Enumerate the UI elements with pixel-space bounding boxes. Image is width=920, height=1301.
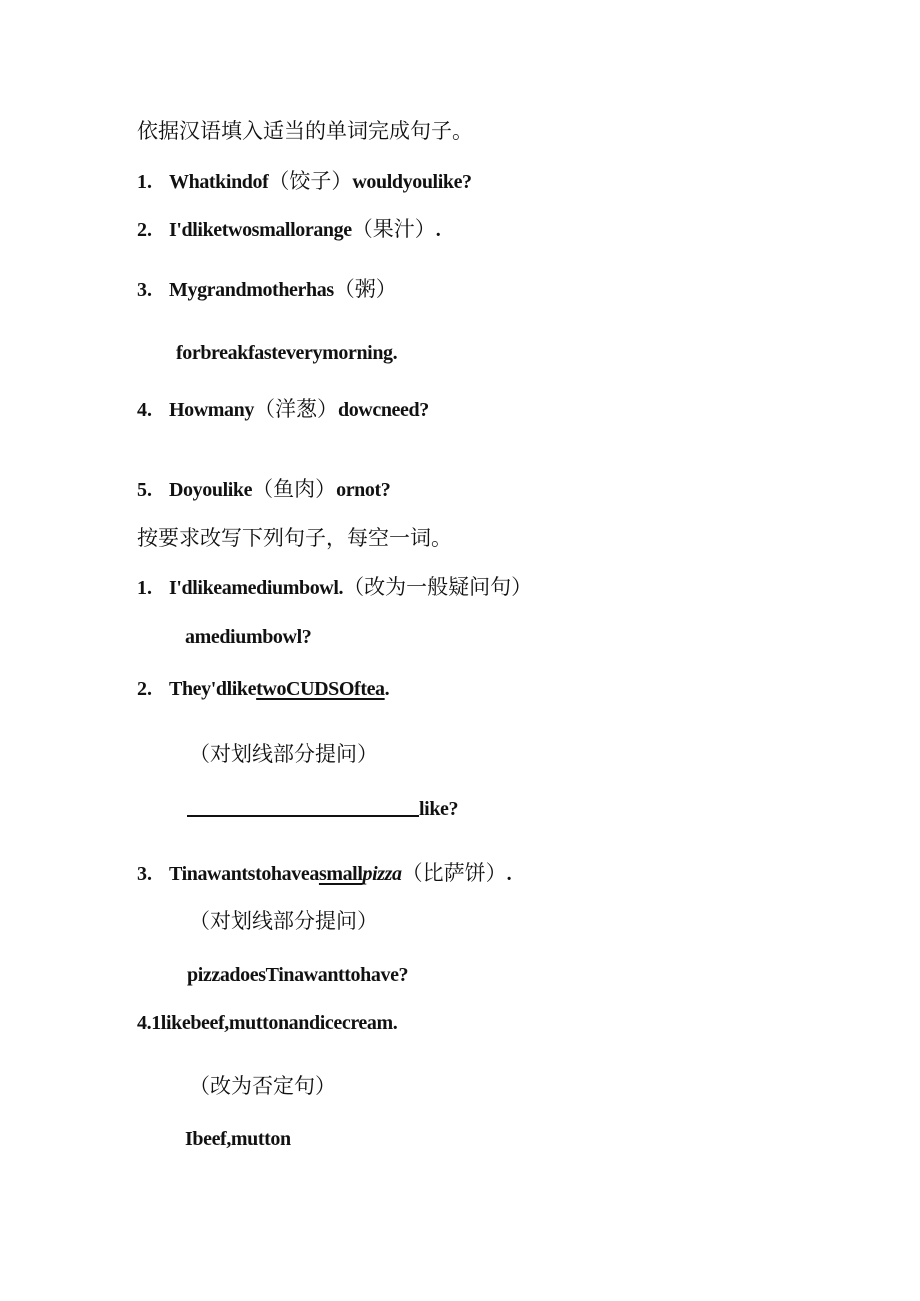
chinese-hint: （果汁） — [351, 217, 436, 241]
s1-item-5 — [137, 479, 390, 500]
underlined-part: small — [318, 863, 363, 885]
s2-item-3-answer-line: pizzadoesTinawanttohave? — [187, 964, 409, 986]
item-text: Howmany — [169, 399, 254, 421]
s2-item-2-answer-line — [187, 797, 458, 819]
italic-word: pizza — [362, 863, 402, 885]
item-text: They'dlike — [169, 678, 257, 700]
chinese-hint: （饺子） — [268, 169, 353, 193]
item-number: 5. — [137, 479, 152, 501]
s1-item-2 — [137, 219, 440, 240]
s1-item-4 — [137, 399, 429, 420]
s2-item-2 — [137, 679, 389, 699]
chinese-hint: （粥） — [333, 277, 397, 301]
chinese-hint: （鱼肉） — [252, 477, 337, 501]
s2-item-4-answer-line: Ibeef,mutton — [185, 1128, 291, 1150]
s2-item-4 — [137, 1013, 397, 1033]
item-text: . — [435, 219, 441, 241]
item-text: . — [384, 678, 390, 700]
item-text: I'dlikeamediumbowl. — [169, 577, 344, 599]
item-text: ornot? — [336, 479, 391, 501]
item-number: 2. — [137, 678, 152, 700]
item-number: 1. — [137, 171, 152, 193]
item-text: . — [506, 863, 512, 885]
item-text: Whatkindof — [169, 171, 269, 193]
s2-item-2-instruction: （对划线部分提问） — [189, 742, 378, 766]
s2-item-3-instruction: （对划线部分提问） — [189, 909, 378, 933]
item-text: wouldyoulike? — [352, 171, 472, 193]
answer-blank[interactable] — [187, 797, 419, 817]
s2-item-4-instruction: （改为否定句） — [189, 1074, 336, 1098]
item-text: dowcneed? — [337, 399, 429, 421]
item-number: 4. — [137, 399, 152, 421]
answer-text: like? — [419, 798, 459, 820]
section2-title: 按要求改写下列句子，每空一词。 — [137, 526, 452, 550]
item-text: Doyoulike — [169, 479, 253, 501]
item-text: Mygrandmotherhas — [169, 279, 334, 301]
item-number: 2. — [137, 219, 152, 241]
item-number: 1. — [137, 577, 152, 599]
item-number: 3. — [137, 863, 152, 885]
item-number: 3. — [137, 279, 152, 301]
item-text: 1likebeef,muttonandicecream. — [151, 1012, 398, 1034]
chinese-hint: （洋葱） — [253, 397, 338, 421]
underlined-part: twoCUDSOftea — [256, 678, 385, 700]
s2-item-1 — [137, 577, 532, 598]
section1-title: 依据汉语填入适当的单词完成句子。 — [137, 119, 473, 143]
s2-item-1-answer-line: amediumbowl? — [185, 626, 312, 648]
s2-item-3 — [137, 863, 511, 884]
s1-item-3 — [137, 279, 397, 300]
item-text: I'dliketwosmallorange — [169, 219, 352, 241]
instruction: （改为一般疑问句） — [343, 575, 533, 599]
item-number: 4. — [137, 1012, 152, 1034]
s1-item-1 — [137, 171, 472, 192]
s1-item-3-continuation: forbreakfasteverymorning. — [176, 342, 398, 364]
item-text: Tinawantstohavea — [169, 863, 319, 885]
chinese-hint: （比萨饼） — [401, 861, 507, 885]
